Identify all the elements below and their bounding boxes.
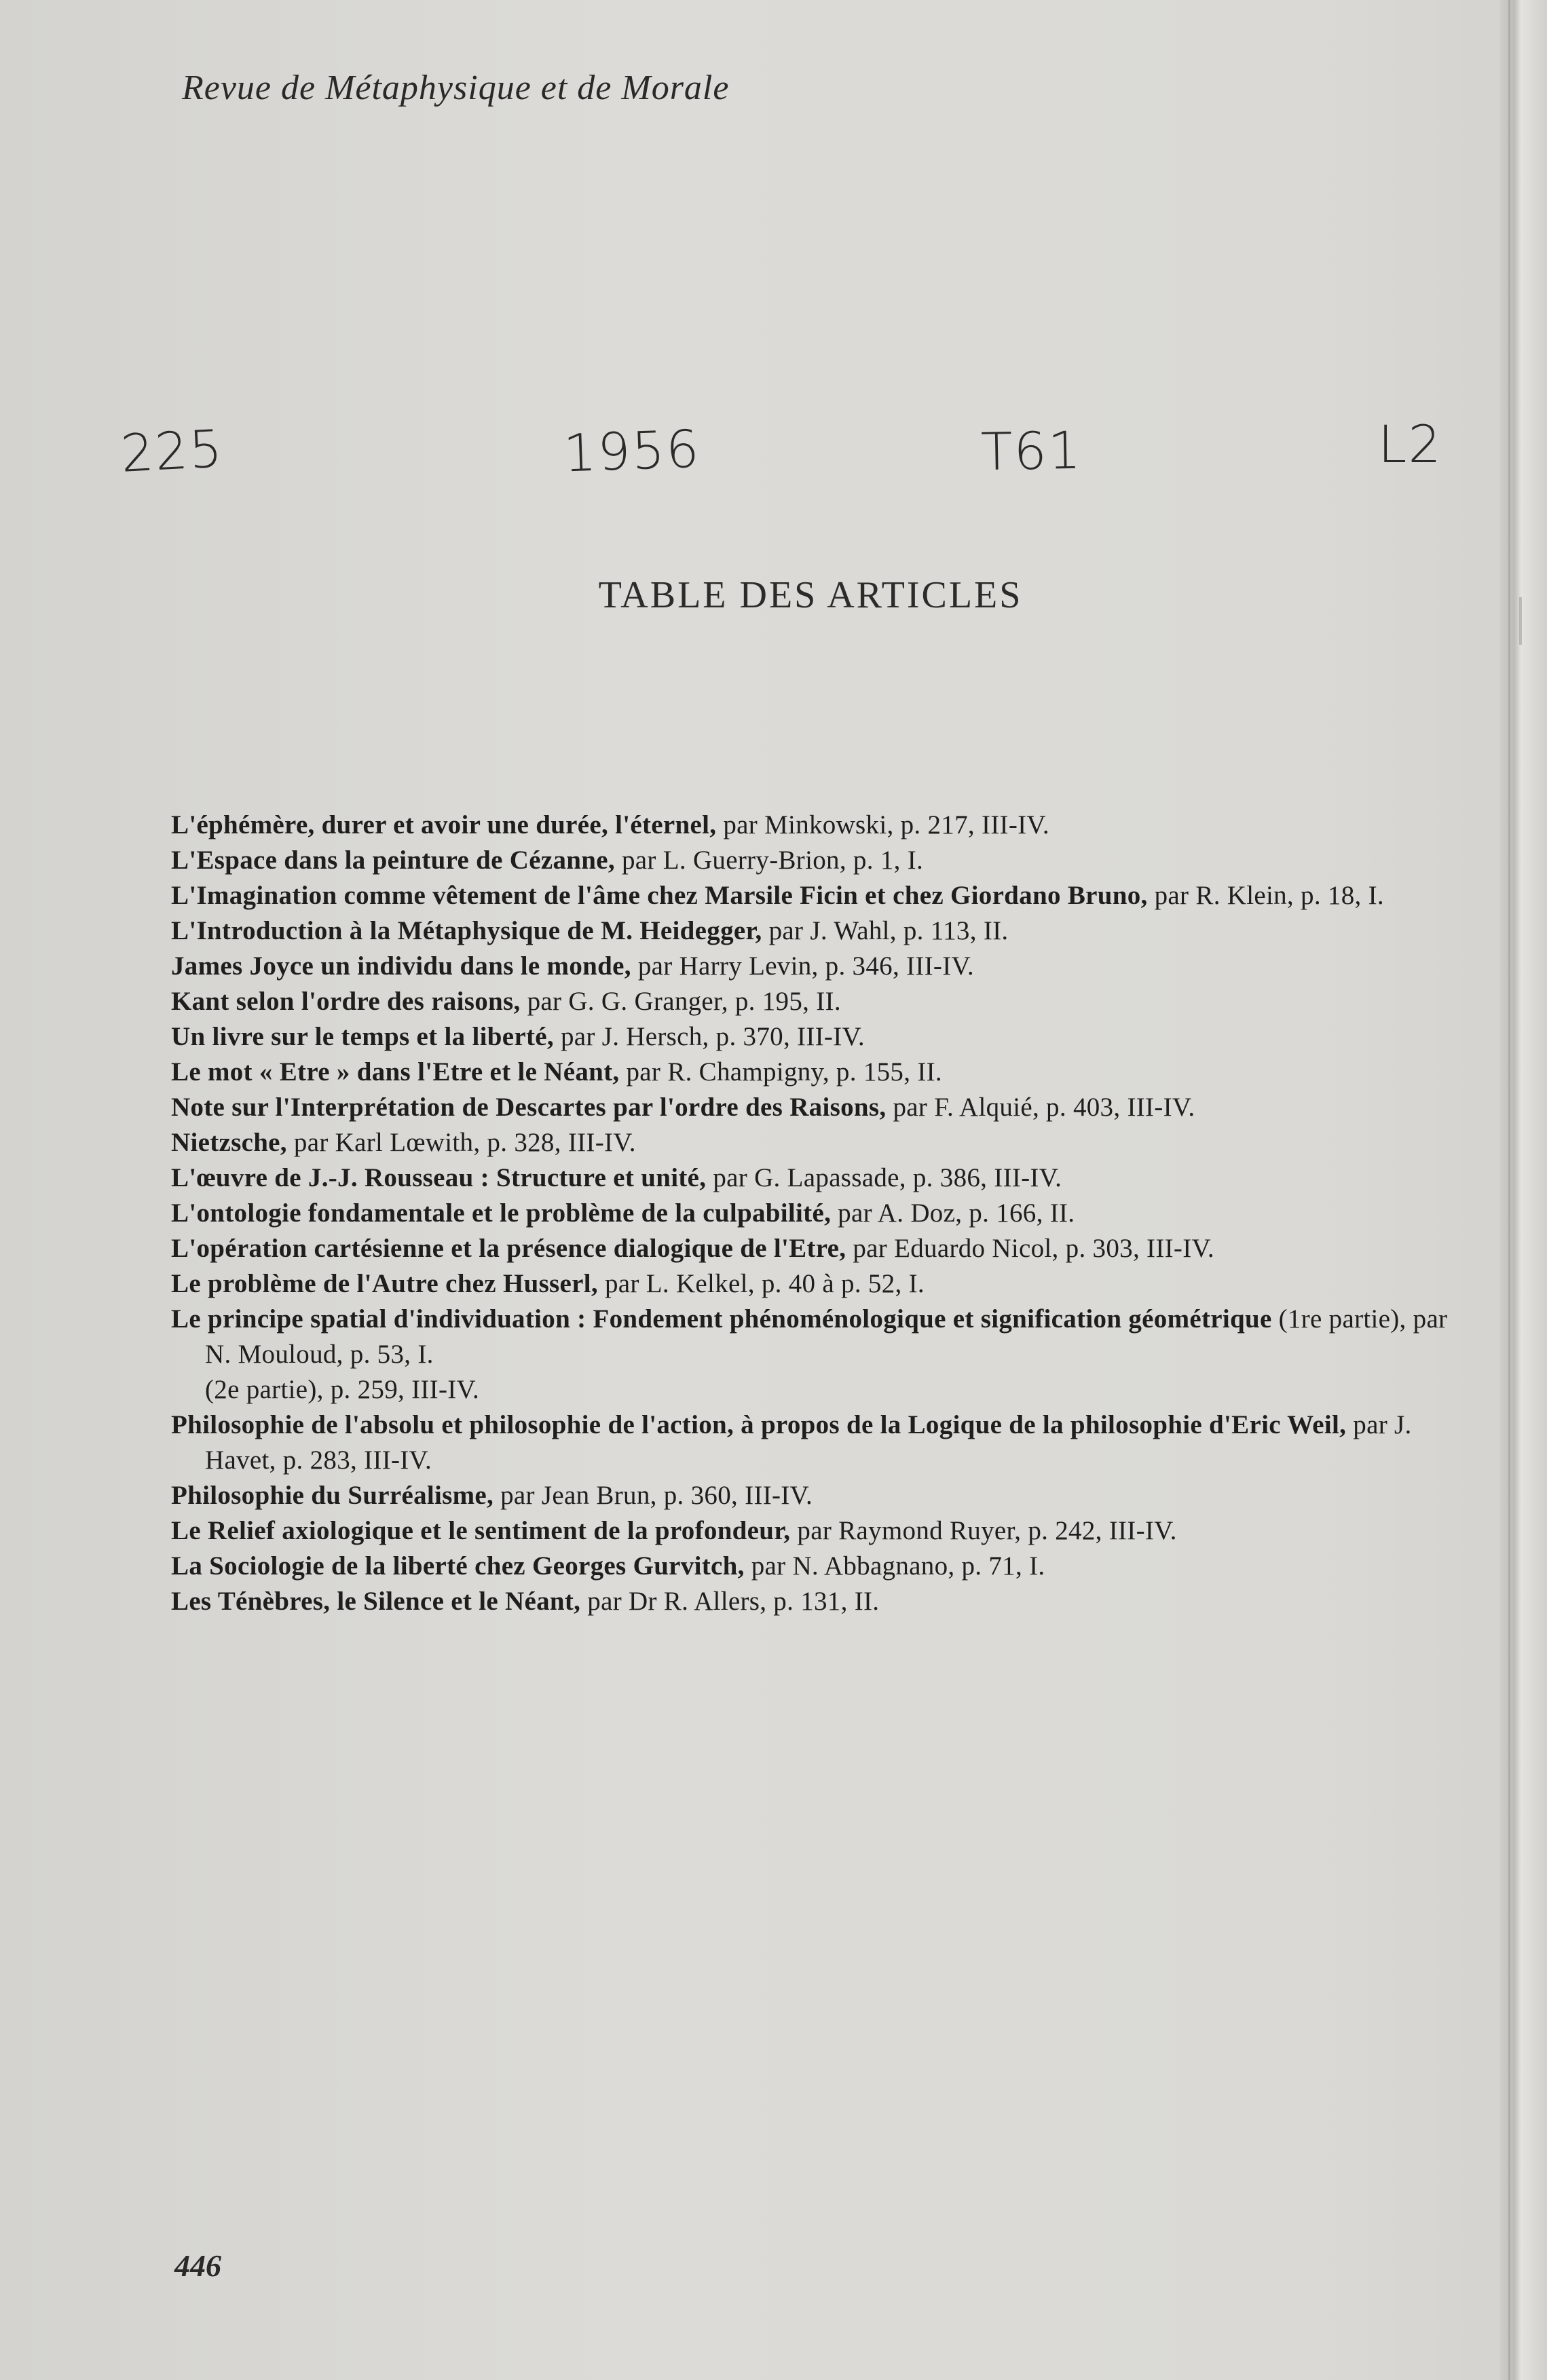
article-author-reference: par F. Alquié, p. 403, III-IV.	[886, 1093, 1195, 1122]
article-list	[171, 808, 1454, 1619]
article-title: Philosophie de l'absolu et philosophie de l'action, à propos de la Logique de la philosophie d'Eric Weil,	[171, 1410, 1347, 1439]
article-author-reference: par J. Havet, p. 283, III-IV.	[205, 1410, 1412, 1475]
article-entry	[171, 1090, 1454, 1125]
article-author-reference: par L. Guerry-Brion, p. 1, I.	[614, 846, 924, 875]
article-author-reference: par Raymond Ruyer, p. 242, III-IV.	[790, 1516, 1177, 1545]
article-title: La Sociologie de la liberté chez Georges Gurvitch,	[171, 1551, 745, 1581]
article-title: Note sur l'Interprétation de Descartes par l'ordre des Raisons,	[171, 1093, 887, 1122]
handwritten-note: 1956	[562, 418, 701, 484]
article-entry	[171, 1160, 1454, 1196]
article-title: Le mot « Etre » dans l'Etre et le Néant,	[171, 1057, 620, 1087]
article-title: Nietzsche,	[171, 1128, 287, 1157]
running-head: Revue de Métaphysique et de Morale	[182, 69, 730, 107]
article-entry	[171, 1125, 1454, 1160]
article-title: Philosophie du Surréalisme,	[171, 1481, 494, 1510]
article-title: James Joyce un individu dans le monde,	[171, 951, 631, 981]
article-author-reference: par G. G. Granger, p. 195, II.	[520, 987, 841, 1016]
article-author-reference: par A. Doz, p. 166, II.	[831, 1198, 1075, 1228]
article-entry	[171, 1266, 1454, 1302]
article-entry	[171, 1302, 1454, 1372]
article-title: Le problème de l'Autre chez Husserl,	[171, 1269, 598, 1298]
article-entry	[171, 984, 1454, 1019]
article-title: L'Introduction à la Métaphysique de M. Heidegger,	[171, 916, 762, 945]
article-title: L'Espace dans la peinture de Cézanne,	[171, 846, 615, 875]
article-title: Le Relief axiologique et le sentiment de la profondeur,	[171, 1516, 791, 1545]
article-author-reference: par G. Lapassade, p. 386, III-IV.	[706, 1163, 1062, 1192]
article-author-reference: par Dr R. Allers, p. 131, II.	[580, 1587, 880, 1616]
article-title: L'ontologie fondamentale et le problème de la culpabilité,	[171, 1198, 832, 1228]
article-author-reference: par Eduardo Nicol, p. 303, III-IV.	[846, 1234, 1214, 1263]
article-entry	[171, 1196, 1454, 1231]
article-entry	[171, 878, 1454, 913]
article-author-reference: par R. Klein, p. 18, I.	[1147, 881, 1384, 910]
article-title: L'Imagination comme vêtement de l'âme chez Marsile Ficin et chez Giordano Bruno,	[171, 881, 1148, 910]
article-author-reference: par Harry Levin, p. 346, III-IV.	[631, 951, 974, 981]
article-author-reference: par J. Wahl, p. 113, II.	[762, 916, 1009, 945]
article-entry	[171, 949, 1454, 984]
article-title: L'opération cartésienne et la présence dialogique de l'Etre,	[171, 1234, 846, 1263]
handwritten-note: L2	[1378, 414, 1442, 474]
article-author-reference: par N. Abbagnano, p. 71, I.	[744, 1551, 1045, 1581]
book-gutter-line	[1508, 0, 1510, 2380]
article-title: Les Ténèbres, le Silence et le Néant,	[171, 1587, 581, 1616]
article-author-reference: par Jean Brun, p. 360, III-IV.	[493, 1481, 813, 1510]
article-author-reference: (2e partie), p. 259, III-IV.	[205, 1375, 480, 1404]
article-title: Kant selon l'ordre des raisons,	[171, 987, 521, 1016]
article-author-reference: par L. Kelkel, p. 40 à p. 52, I.	[597, 1269, 925, 1298]
article-entry	[171, 1584, 1454, 1619]
article-title: Un livre sur le temps et la liberté,	[171, 1022, 554, 1051]
article-entry	[171, 1478, 1454, 1513]
handwritten-note: 225	[119, 418, 225, 484]
article-entry	[171, 1231, 1454, 1266]
article-entry	[171, 1019, 1454, 1055]
article-author-reference: par Minkowski, p. 217, III-IV.	[716, 810, 1049, 839]
article-entry	[171, 808, 1454, 843]
article-author-reference: (1re partie), par N. Mouloud, p. 53, I.	[205, 1304, 1448, 1369]
article-title: L'œuvre de J.-J. Rousseau : Structure et unité,	[171, 1163, 707, 1192]
article-title: L'éphémère, durer et avoir une durée, l'éternel,	[171, 810, 717, 839]
article-entry	[171, 1055, 1454, 1090]
article-entry	[171, 1549, 1454, 1584]
article-entry	[171, 1513, 1454, 1549]
handwritten-note: T61	[980, 419, 1083, 483]
page-number: 446	[174, 2248, 221, 2283]
article-author-reference: par J. Hersch, p. 370, III-IV.	[553, 1022, 865, 1051]
article-author-reference: par R. Champigny, p. 155, II.	[619, 1057, 942, 1087]
article-entry	[171, 1372, 1454, 1408]
article-entry	[171, 843, 1454, 878]
article-author-reference: par Karl Lœwith, p. 328, III-IV.	[286, 1128, 636, 1157]
article-entry	[171, 913, 1454, 949]
article-entry	[171, 1408, 1454, 1478]
book-spine-edge	[1500, 0, 1547, 2380]
section-title: TABLE DES ARTICLES	[598, 574, 1023, 616]
article-title: Le principe spatial d'individuation : Fondement phénoménologique et signification géométrique	[171, 1304, 1272, 1334]
